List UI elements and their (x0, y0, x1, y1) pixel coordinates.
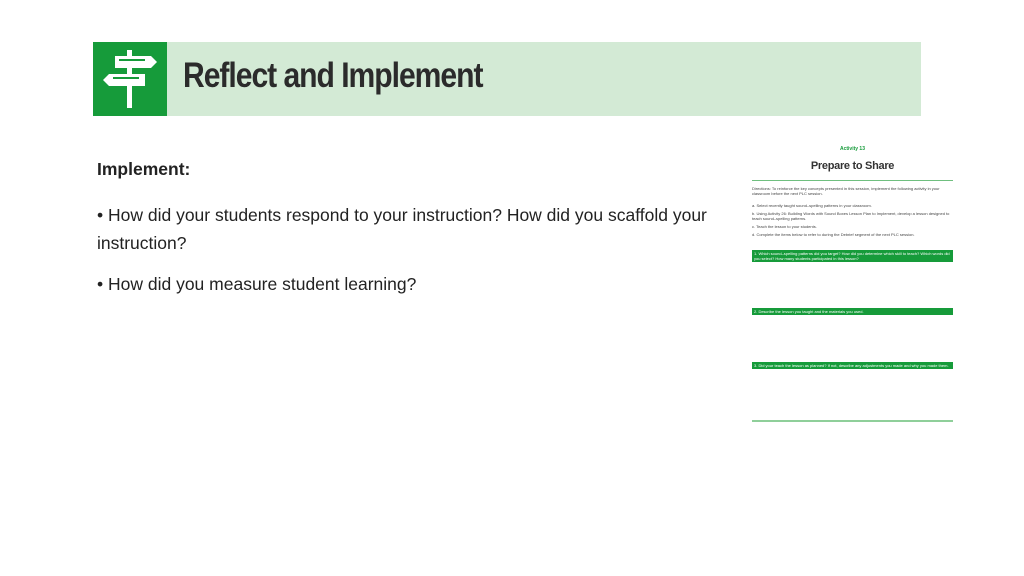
thumbnail-title: Prepare to Share (810, 160, 895, 172)
content-area (97, 156, 717, 311)
bullet-item: • How did your students respond to your instruction? How did you scaffold your instruction? (97, 205, 707, 253)
thumbnail-question-bar: 1. Which sound–spelling patterns did you target? How did you determine which skill to teach? Which words did you select? How many students participated in this lesson? (752, 250, 953, 262)
thumbnail-step: d. Complete the items below to refer to during the Debrief segment of the next PLC session. (752, 232, 915, 237)
thumbnail-activity-label: Activity 13 (839, 146, 865, 152)
thumbnail-step: c. Teach the lesson to your students. (752, 224, 817, 229)
thumbnail-question-bar: 3. Did your teach the lesson as planned? If not, describe any adjustments you made and why you made them. (752, 362, 953, 369)
bullet-item: • How did you measure student learning? (97, 274, 417, 294)
thumbnail-question-bar: 2. Describe the lesson you taught and the materials you used. (752, 308, 953, 315)
signpost-icon (93, 42, 167, 116)
thumbnail-step: b. Using Activity 26: Building Words with Sound Boxes Lesson Plan to Implement, develop a lesson designed to teach sound–spelling patterns. (752, 211, 950, 221)
document-thumbnail (750, 146, 955, 431)
thumbnail-bottom-rule (752, 420, 953, 422)
thumbnail-step: a. Select recently taught sound–spelling patterns in your classroom. (752, 203, 872, 208)
section-heading: Implement: (97, 159, 191, 179)
title-banner (93, 42, 921, 116)
thumbnail-divider (752, 180, 953, 181)
thumbnail-directions: Directions: To reinforce the key concepts presented in this session, implement the following activity in your classroom before the next PLC session. (752, 186, 940, 196)
banner-title: Reflect and Implement (183, 56, 483, 95)
